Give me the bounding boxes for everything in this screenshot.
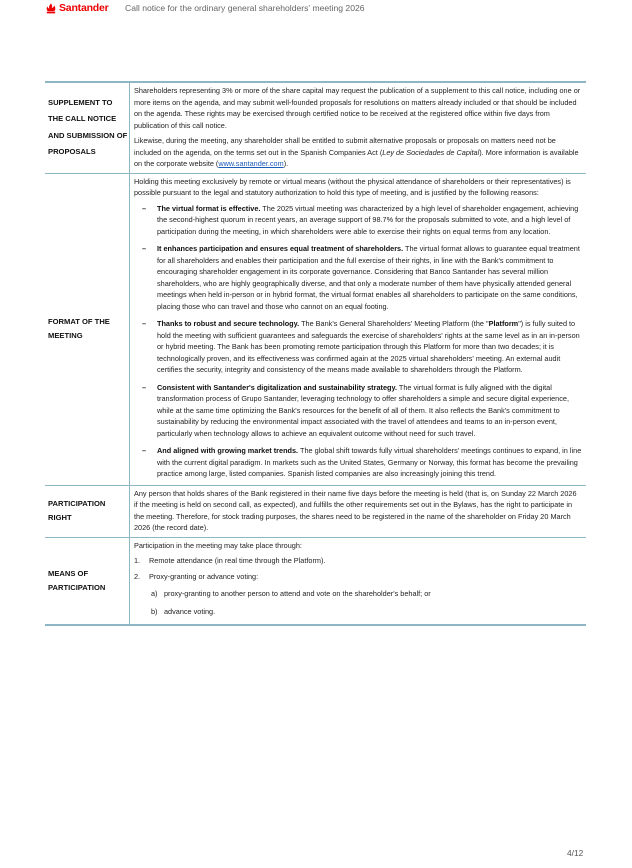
reason-market-trends bbox=[142, 445, 582, 480]
row-supplement bbox=[45, 83, 586, 174]
reason-title: And aligned with growing market trends. bbox=[157, 446, 299, 455]
content-table bbox=[45, 81, 586, 626]
subitem-text: proxy-granting to another person to attend and vote on the shareholder's behalf; or bbox=[164, 589, 431, 598]
row-means bbox=[45, 538, 586, 625]
supplement-paragraph: Shareholders representing 3% or more of the share capital may request the publication of a supplement to this call notice, including one or more items on the agenda, and may submit well-founded proposals for resolutions on matters already included or that should be included on the agenda. These rights may be exercised through certified notice to be received at the registered office within five days from publication of this call notice. bbox=[134, 86, 581, 130]
means-subitem-b bbox=[151, 606, 582, 618]
reason-digitalization bbox=[142, 382, 582, 440]
brand-name: Santander bbox=[59, 2, 109, 14]
platform-term: Platform bbox=[488, 319, 519, 328]
means-intro: Participation in the meeting may take place through: bbox=[134, 540, 302, 550]
item-text: Proxy-granting or advance voting: bbox=[149, 571, 259, 581]
item-number: 1. bbox=[134, 556, 141, 565]
participation-paragraph: Any person that holds shares of the Bank registered in their name five days before the meeting is held (that is, on Sunday 22 March 2026 if the meeting is held on second call, as expected), and fulfills the other requirements set out in the Bylaws, has the right to participate in the meeting. Therefore, for stock trading purposes, the shares need to be registered in the name of the shareholder on Friday 20 March 2026 (the record date). bbox=[134, 488, 577, 532]
reason-text bbox=[157, 382, 582, 440]
subitem-letter: a) bbox=[151, 589, 158, 598]
row-participation bbox=[45, 486, 586, 538]
means-subitem-a bbox=[151, 588, 582, 600]
subitem-letter: b) bbox=[151, 606, 158, 616]
dash-bullet: – bbox=[142, 319, 147, 328]
row-content-participation bbox=[129, 486, 586, 537]
reason-body: The Bank's General Shareholders' Meeting Platform (the " bbox=[299, 319, 489, 328]
row-label-format: FORMAT OF THE MEETING bbox=[48, 317, 110, 340]
reason-body: The 2025 virtual meeting was characterized by a high level of shareholder engagement, achieving the second-highest quorum in recent years, an average support of 98.7% for the proposals submitted to vote, and a high level of participation during the meeting, in which shareholders were able to exercise their rights on equal terms from any location. bbox=[157, 203, 579, 236]
dash-bullet: – bbox=[142, 244, 147, 253]
item-number: 2. bbox=[134, 571, 141, 581]
row-format bbox=[45, 174, 586, 486]
format-intro: Holding this meeting exclusively by remote or virtual means (without the physical attendance of shareholders or their representatives) is possible pursuant to the legal and statutory authorization to hold this type of meeting, and is justified by the following reasons: bbox=[134, 176, 571, 197]
flame-icon bbox=[46, 3, 56, 14]
item-text: Remote attendance (in real time through the Platform). bbox=[149, 556, 326, 565]
reason-participation bbox=[142, 243, 582, 312]
reason-body: The virtual format allows to guarantee equal treatment for all shareholders and enables their participation and the full exercise of their rights, in line with the Bank's commitment to encouraging shareholder engagement in its corporate governance. Considering that Banco Santander has several million shareholders, who are highly geographically diverse, and that only a moderate number of them have physically attended general meetings when held in-person or in hybrid format, the virtual format enables all shareholders to participate on the same conditions, placing those who can travel and those who cannot on an equal footing. bbox=[157, 244, 580, 311]
means-item-2 bbox=[134, 571, 582, 583]
page-header bbox=[46, 0, 606, 16]
dash-bullet: – bbox=[142, 382, 147, 392]
row-content-format bbox=[129, 174, 586, 485]
dash-bullet: – bbox=[142, 446, 147, 455]
reason-body: The virtual format is fully aligned with the digital transformation process of Grupo Santander, leveraging technology to offer shareholders a simple and secure digital experience, while at the same time optimizing the Bank's resources for the benefit of all of them. It also reflects the Bank's commitment to sustainability by reducing the environmental impact associated with the travel of attendees and teams to an in-person event, particularly when technology allows to achieve an equivalent outcome without need for such travel. bbox=[157, 382, 569, 438]
reason-body: ") is fully suited to hold the meeting with sufficient guarantees and safeguards the exercise of shareholders' rights at the same level as in an in-person or hybrid meeting. The Bank has been promoting remote participation through this Platform for more than two decades; it is technologically proven, and its effectiveness was confirmed again at the 2025 virtual shareholders' meeting. An external audit certifies the security, integrity and consistency of the means made available to shareholders through the Platform. bbox=[157, 319, 580, 374]
reason-text bbox=[157, 318, 582, 376]
italic-act-name: Ley de Sociedades de Capital bbox=[382, 147, 480, 157]
reason-text bbox=[157, 445, 582, 480]
text-span: ). More information is available on the corporate website ( bbox=[134, 147, 579, 168]
santander-logo bbox=[46, 2, 109, 14]
reason-effective bbox=[142, 203, 582, 238]
row-content-supplement bbox=[129, 83, 586, 173]
document-title: Call notice for the ordinary general shareholders' meeting 2026 bbox=[125, 3, 365, 13]
row-label-means: MEANS OF PARTICIPATION bbox=[48, 568, 106, 592]
reason-title: Thanks to robust and secure technology. bbox=[157, 319, 300, 328]
text-span: ). bbox=[283, 159, 289, 168]
alternative-proposals-paragraph bbox=[134, 135, 582, 170]
row-content-means bbox=[129, 538, 586, 625]
page-number: 4/12 bbox=[567, 848, 584, 858]
reason-title: It enhances participation and ensures equal treatment of shareholders. bbox=[157, 244, 404, 253]
reason-title: Consistent with Santander's digitalization and sustainability strategy. bbox=[157, 382, 398, 392]
reason-text bbox=[157, 243, 582, 312]
subitem-text: advance voting. bbox=[164, 606, 216, 616]
reason-text bbox=[157, 203, 582, 238]
reason-technology bbox=[142, 318, 582, 376]
dash-bullet: – bbox=[142, 203, 147, 213]
corporate-website-link[interactable]: www.santander.com bbox=[218, 159, 284, 168]
text-span: Likewise, during the meeting, any shareholder shall be entitled to submit alternative proposals or proposals on matters need not be included on the agenda, on the terms set out in the Spanish Companies Act ( bbox=[134, 136, 556, 157]
reason-title: The virtual format is effective. bbox=[157, 203, 261, 213]
row-label-supplement: SUPPLEMENT TO THE CALL NOTICE AND SUBMISSION OF PROPOSALS bbox=[48, 97, 128, 157]
reason-body: The global shift towards fully virtual shareholders' meetings continues to expand, in line with the current digital paradigm. In markets such as the United States, Germany or Norway, this format has become the prevailing practice among large, listed companies. Spanish listed companies are also increasingly joining this trend. bbox=[157, 446, 582, 478]
row-label-participation: PARTICIPATION RIGHT bbox=[48, 499, 106, 522]
means-item-1 bbox=[134, 555, 582, 567]
